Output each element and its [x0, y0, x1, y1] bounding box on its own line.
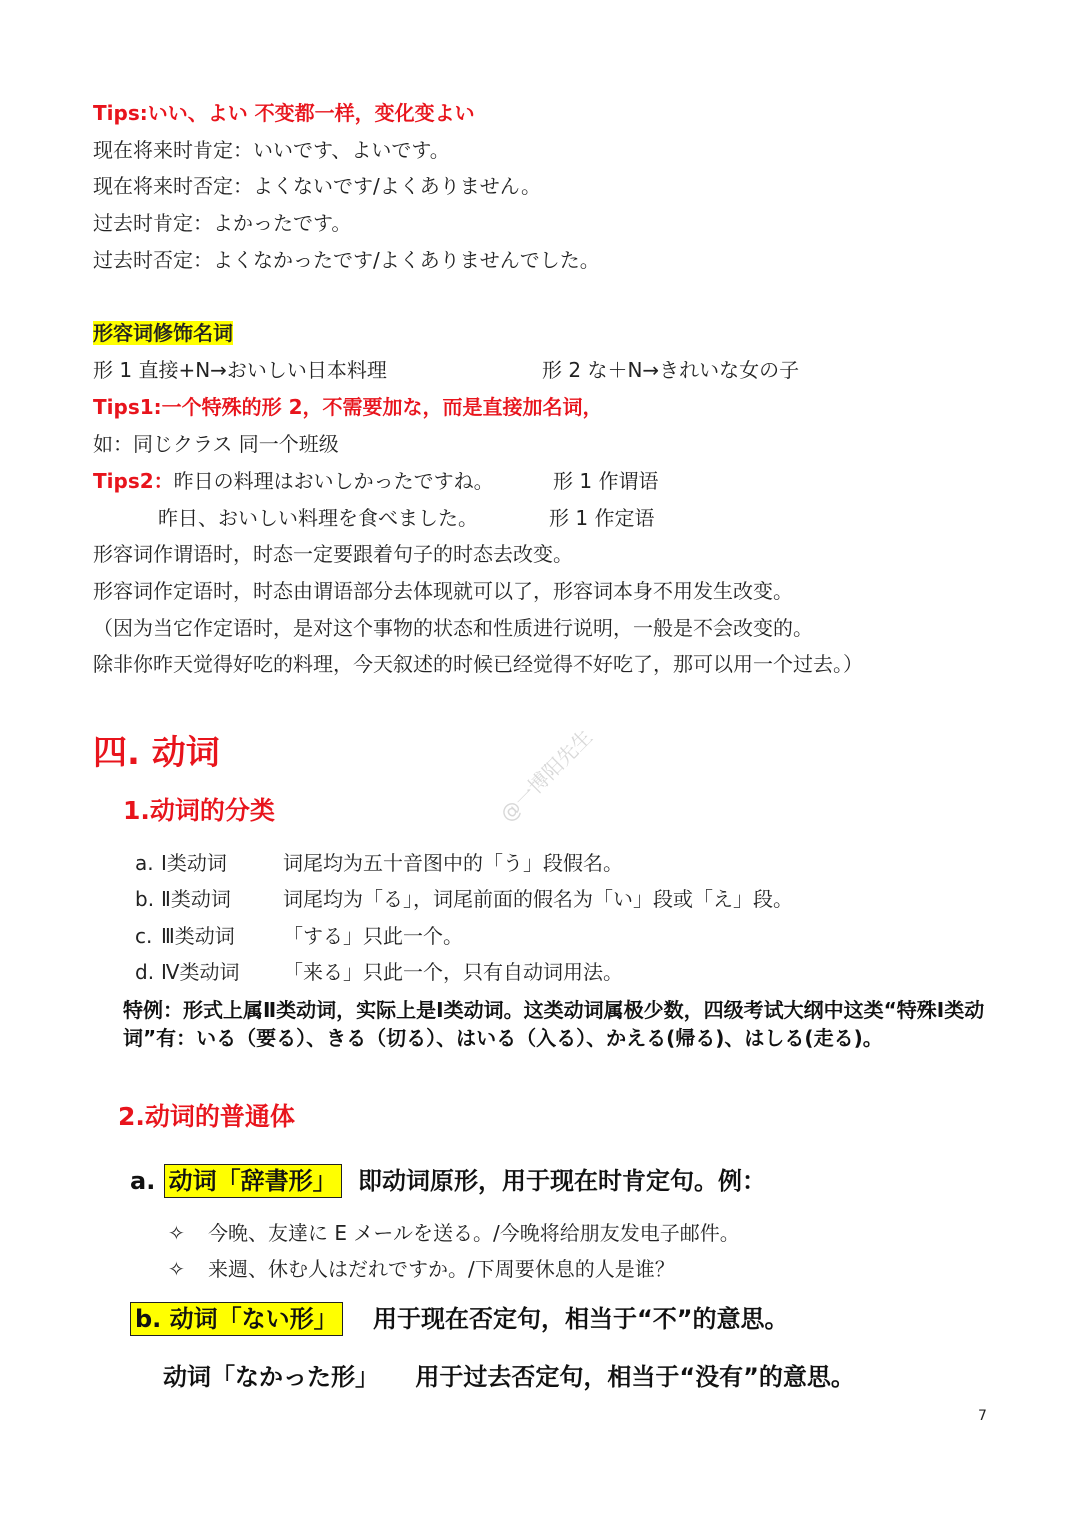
tips2-sentence2: 昨日、おいしい料理を食べました。 [158, 506, 478, 530]
tips2-sentence1: 昨日の料理はおいしかったですね。 [173, 469, 494, 493]
verb-class-item [135, 923, 463, 949]
nai-form-row [130, 1302, 789, 1336]
modify-row-left: 形 1 直接+N→おいしい日本料理 [93, 358, 387, 382]
nai-form-desc: 用于现在否定句，相当于“不”的意思。 [373, 1305, 789, 1333]
example-line: 如：同じクラス 同一个班级 [93, 432, 339, 456]
verb-class-item [135, 850, 623, 876]
section-title: 四. 动词 [93, 733, 220, 773]
tips1: Tips1:一个特殊的形 2，不需要加な，而是直接加名词， [93, 395, 603, 419]
modify-heading-text: 形容词修饰名词 [93, 321, 233, 345]
example-text: 今晩、友達に E メールを送る。/今晚将给朋友发电子邮件。 [208, 1221, 740, 1245]
nakatta-form-label: 动词「なかった形」 [163, 1363, 379, 1391]
verb-class-item [135, 959, 623, 985]
note-line: （因为当它作定语时，是对这个事物的状态和性质进行说明，一般是不会改变的。 [93, 616, 813, 640]
bullet-star-icon: ✧ [168, 1257, 185, 1281]
dict-form-marker: a. [130, 1167, 156, 1195]
note-line: 形容词作谓语时，时态一定要跟着句子的时态去改变。 [93, 542, 573, 566]
adj-line: 现在将来时肯定：いいです、よいです。 [93, 138, 450, 162]
list-marker: a. [135, 851, 154, 875]
special-case-paragraph: 特例：形式上属Ⅱ类动词，实际上是Ⅰ类动词。这类动词属极少数，四级考试大纲中这类“特殊Ⅰ类动词”有：いる（要る）、きる（切る）、はいる（入る）、かえる(帰る)、はしる(走る)。 [123, 998, 985, 1050]
example-bullet [168, 1220, 740, 1246]
list-marker: d. [135, 960, 155, 984]
verb-class-type: Ⅰ类动词 [161, 851, 227, 875]
subsection-title: 1.动词的分类 [123, 796, 275, 825]
bullet-star-icon: ✧ [168, 1221, 185, 1245]
list-marker: c. [135, 924, 153, 948]
tips2-note2: 形 1 作定语 [549, 506, 655, 530]
adj-line: 过去时肯定：よかったです。 [93, 211, 352, 235]
modify-row-right: 形 2 な＋N→きれいな女の子 [542, 358, 800, 382]
adj-line: 过去时否定：よくなかったです/よくありませんでした。 [93, 248, 600, 272]
page-number: 7 [978, 1408, 987, 1424]
verb-class-desc: 「する」只此一个。 [283, 924, 463, 948]
note-line: 形容词作定语时，时态由谓语部分去体现就可以了，形容词本身不用发生改变。 [93, 579, 793, 603]
verb-class-type: Ⅱ类动词 [161, 887, 231, 911]
tips2-note1: 形 1 作谓语 [553, 469, 659, 493]
example-bullet [168, 1256, 675, 1282]
dict-form-row [130, 1164, 766, 1198]
verb-class-item [135, 886, 793, 912]
tips2-line1 [93, 468, 494, 494]
adj-line: 现在将来时否定：よくないです/よくありません。 [93, 174, 541, 198]
example-text: 来週、休む人はだれですか。/下周要休息的人是谁？ [208, 1257, 675, 1281]
dict-form-desc: 即动词原形，用于现在时肯定句。例： [358, 1167, 767, 1195]
tips2-label: Tips2： [93, 469, 174, 493]
dict-form-label: 动词「辞書形」 [164, 1164, 342, 1198]
nai-form-label: b. 动词「ない形」 [130, 1302, 343, 1336]
nakatta-form-row [163, 1360, 855, 1394]
verb-class-desc: 「来る」只此一个，只有自动词用法。 [283, 960, 623, 984]
subsection-title: 2.动词的普通体 [118, 1102, 295, 1131]
verb-class-desc: 词尾均为「る」，词尾前面的假名为「い」段或「え」段。 [283, 887, 793, 911]
verb-class-type: Ⅳ类动词 [161, 960, 240, 984]
nakatta-form-desc: 用于过去否定句，相当于“没有”的意思。 [415, 1363, 855, 1391]
note-line: 除非你昨天觉得好吃的料理，今天叙述的时候已经觉得不好吃了，那可以用一个过去。） [93, 652, 863, 676]
list-marker: b. [135, 887, 155, 911]
verb-class-type: Ⅲ类动词 [161, 924, 235, 948]
tips-yoi: Tips:いい、よい 不变都一样，变化变よい [93, 101, 475, 125]
verb-class-desc: 词尾均为五十音图中的「う」段假名。 [283, 851, 623, 875]
watermark: @一博阳先生 [495, 724, 597, 827]
modify-heading [93, 320, 233, 346]
